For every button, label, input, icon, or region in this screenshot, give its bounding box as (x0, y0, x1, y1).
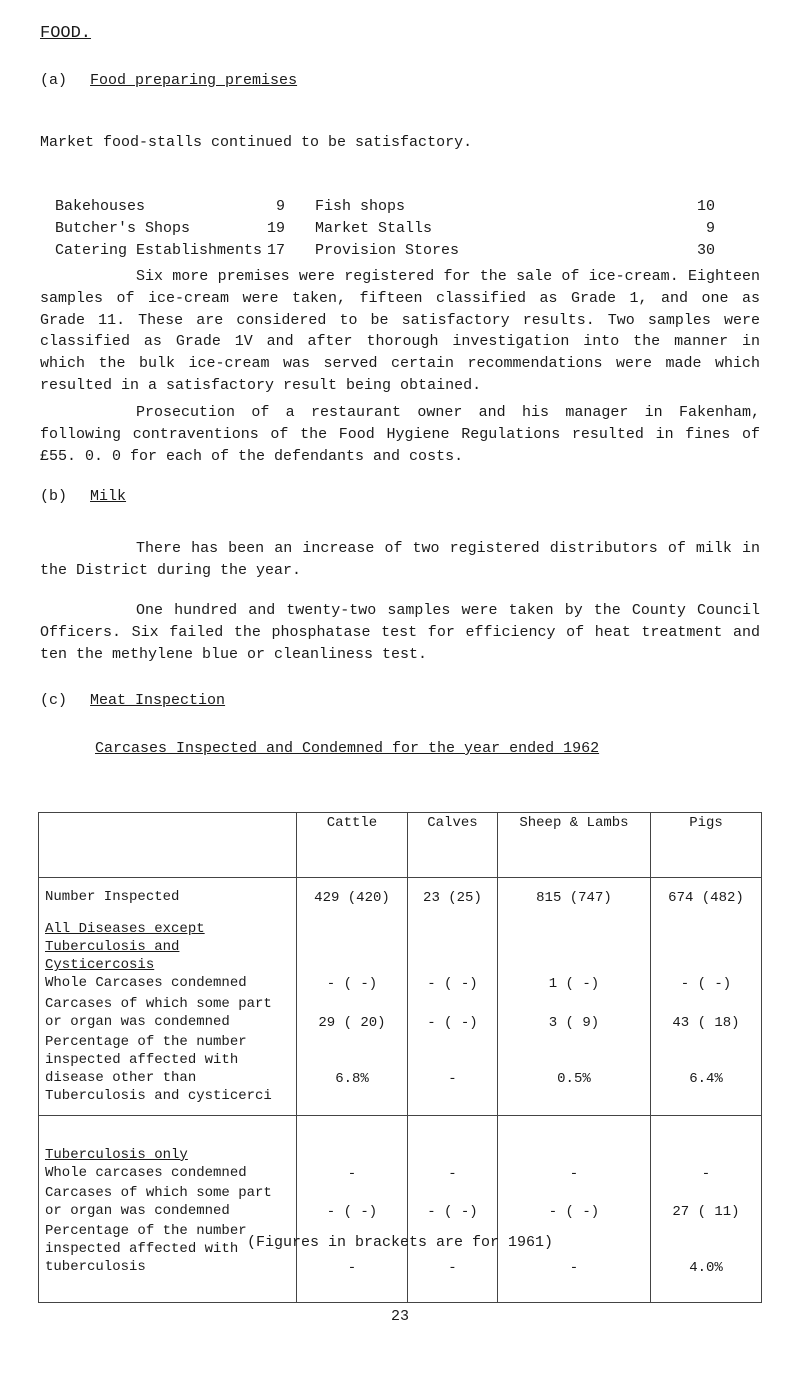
cell-value: 674 (482) (650, 878, 761, 909)
table-row (39, 908, 762, 974)
premises-count: 17 (266, 242, 285, 259)
column-header: Pigs (650, 813, 761, 878)
cell-value: - ( -) (497, 1184, 650, 1222)
column-header: Calves (407, 813, 497, 878)
table-footnote: (Figures in brackets are for 1961) (246, 1234, 554, 1251)
row-label: Percentage of the number inspected affected with disease other than Tuberculosis and cysticerci (39, 1033, 297, 1116)
table-title: Carcases Inspected and Condemned for the year ended 1962 (95, 740, 600, 757)
premises-count: 10 (696, 198, 715, 215)
table-row (39, 974, 762, 994)
milk-distributors-paragraph: There has been an increase of two registered distributors of milk in the District during the year. (40, 540, 760, 579)
cell-value: - ( -) (407, 974, 497, 994)
row-label: Whole Carcases condemned (39, 974, 297, 994)
section-b-title: Milk (90, 488, 127, 505)
milk-samples-paragraph: One hundred and twenty-two samples were taken by the County Council Officers. Six failed the phosphatase test for efficiency of heat treatment and ten the methylene blue or cleanliness test. (40, 602, 760, 663)
section-b-heading (40, 486, 126, 508)
premises-name: Fish shops (315, 198, 406, 215)
cell-value: - (650, 1164, 761, 1184)
table-row (39, 878, 762, 909)
table-row (39, 1033, 762, 1116)
cell-value: - ( -) (407, 1184, 497, 1222)
premises-row-2 (55, 240, 775, 262)
row-label: Carcases of which some part or organ was condemned (39, 995, 297, 1033)
column-header: Sheep & Lambs (497, 813, 650, 878)
cell-value: - (407, 1222, 497, 1303)
cell-value: - ( -) (297, 974, 408, 994)
section-a-intro: Market food-stalls continued to be satisfactory. (40, 134, 473, 151)
premises-list (55, 196, 775, 262)
cell-value: 27 ( 11) (650, 1184, 761, 1222)
cell-value: 815 (747) (497, 878, 650, 909)
cell-value: - (297, 1164, 408, 1184)
premises-count: 9 (705, 220, 715, 237)
meat-inspection-table (38, 812, 762, 1303)
section-a-title: Food preparing premises (90, 72, 298, 89)
row-label: Whole carcases condemned (39, 1164, 297, 1184)
cell-value: 6.8% (297, 1033, 408, 1116)
cell-value: 6.4% (650, 1033, 761, 1116)
table-row (39, 1115, 762, 1164)
cell-value: 29 ( 20) (297, 995, 408, 1033)
cell-value: - (497, 1222, 650, 1303)
cell-value: 4.0% (650, 1222, 761, 1303)
cell-value: - (297, 1222, 408, 1303)
row-label: Percentage of the number inspected affected with tuberculosis (39, 1222, 297, 1303)
section-a-heading (40, 70, 297, 92)
section-c-heading (40, 690, 225, 712)
ice-cream-paragraph: Six more premises were registered for the sale of ice-cream. Eighteen samples of ice-cream were taken, fifteen classified as Grade 1, and one as Grade 11. These are considered to be satisfactory results. Two samples were classified as Grade 1V and after thorough investigation into the manner in which the bulk ice-cream was served certain recommendations were made which resulted in a satisfactory result being obtained. (40, 268, 760, 394)
cell-value: - ( -) (407, 995, 497, 1033)
cell-value: 0.5% (497, 1033, 650, 1116)
premises-name: Bakehouses (55, 198, 146, 215)
cell-value: 43 ( 18) (650, 995, 761, 1033)
premises-count: 30 (696, 242, 715, 259)
prosecution-paragraph: Prosecution of a restaurant owner and his manager in Fakenham, following contraventions of the Food Hygiene Regulations resulted in fines of £55. 0. 0 for each of the defendants and costs. (40, 404, 760, 465)
cell-value: 1 ( -) (497, 974, 650, 994)
table-row (39, 1164, 762, 1184)
column-header: Cattle (297, 813, 408, 878)
cell-value: - (497, 1164, 650, 1184)
premises-name: Provision Stores (315, 242, 460, 259)
table-header-row (39, 813, 762, 878)
premises-count: 9 (275, 198, 285, 215)
cell-value: - ( -) (297, 1184, 408, 1222)
premises-name: Catering Establishments (55, 242, 263, 259)
section-c-label: (c) (40, 692, 68, 709)
row-label: All Diseases except Tuberculosis and Cysticercosis (39, 908, 297, 974)
page-title: FOOD. (40, 24, 92, 43)
header-empty-cell (39, 813, 297, 878)
section-a-label: (a) (40, 72, 68, 89)
page-number: 23 (390, 1308, 409, 1325)
table-row (39, 1184, 762, 1222)
cell-value: 429 (420) (297, 878, 408, 909)
cell-value: - (407, 1033, 497, 1116)
premises-name: Market Stalls (315, 220, 433, 237)
cell-value: 23 (25) (407, 878, 497, 909)
table-row (39, 995, 762, 1033)
row-label: Carcases of which some part or organ was condemned (39, 1184, 297, 1222)
cell-value: - (407, 1164, 497, 1184)
premises-count: 19 (266, 220, 285, 237)
premises-name: Butcher's Shops (55, 220, 191, 237)
row-label: Number Inspected (39, 878, 297, 909)
cell-value: 3 ( 9) (497, 995, 650, 1033)
premises-row-0 (55, 196, 775, 218)
section-c-title: Meat Inspection (90, 692, 226, 709)
cell-value: - ( -) (650, 974, 761, 994)
premises-row-1 (55, 218, 775, 240)
row-label: Tuberculosis only (39, 1115, 297, 1164)
section-b-label: (b) (40, 488, 68, 505)
